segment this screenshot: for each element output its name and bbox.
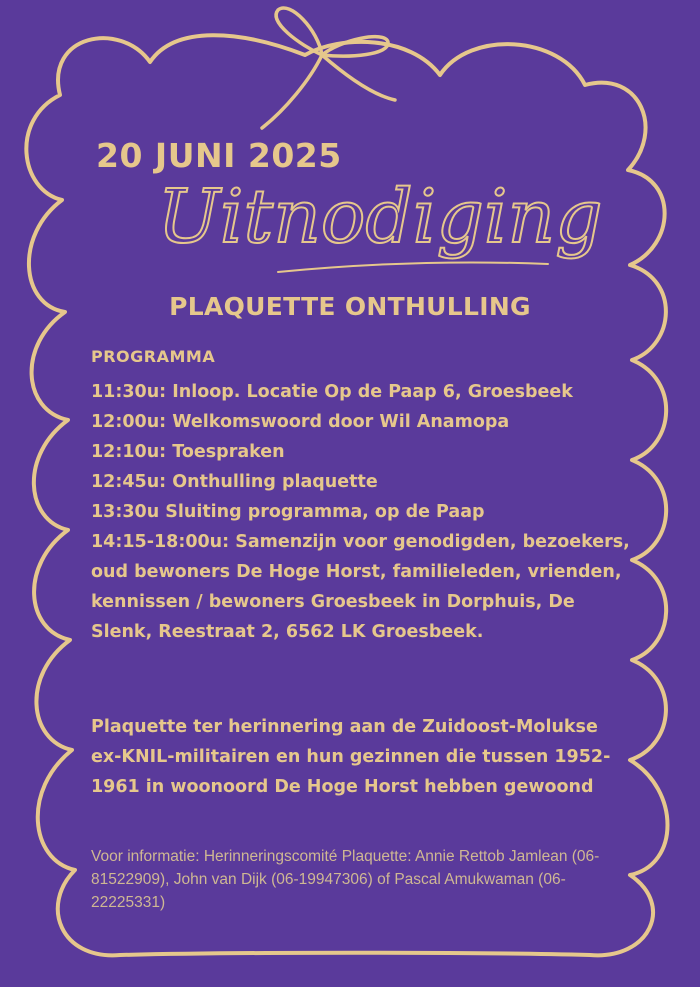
- program-item: 12:45u: Onthulling plaquette: [91, 472, 378, 492]
- script-underline: [278, 262, 548, 272]
- program-item: 14:15-18:00u: Samenzijn voor genodigden, bezoekers, oud bewoners De Hoge Horst, familieleden, vrienden, kennissen / bewoners Groesbeek in Dorphuis, De Slenk, Reestraat 2, 6562 LK Groesbeek.: [91, 532, 630, 642]
- program-item: 11:30u: Inloop. Locatie Op de Paap 6, Groesbeek: [91, 382, 573, 402]
- script-title-text: Uitnodiging: [157, 174, 603, 260]
- program-item: 12:00u: Welkomswoord door Wil Anamopa: [91, 412, 510, 432]
- program-list: [91, 377, 631, 647]
- program-item: 12:10u: Toespraken: [91, 442, 285, 462]
- program-item: 13:30u Sluiting programma, op de Paap: [91, 502, 485, 522]
- program-heading: PROGRAMMA: [91, 347, 216, 366]
- contact-info: Voor informatie: Herinneringscomité Plaquette: Annie Rettob Jamlean (06-81522909), John van Dijk (06-19947306) of Pascal Amukwaman (06-22225331): [91, 848, 600, 911]
- event-date: 20 JUNI 2025: [96, 136, 342, 175]
- event-subtitle: PLAQUETTE ONTHULLING: [169, 292, 531, 321]
- dedication-text: Plaquette ter herinnering aan de Zuidoost-Molukse ex-KNIL-militairen en hun gezinnen die tussen 1952-1961 in woonoord De Hoge Horst hebben gewoond: [91, 717, 611, 797]
- script-title: [0, 160, 700, 290]
- bow-icon: [262, 8, 395, 128]
